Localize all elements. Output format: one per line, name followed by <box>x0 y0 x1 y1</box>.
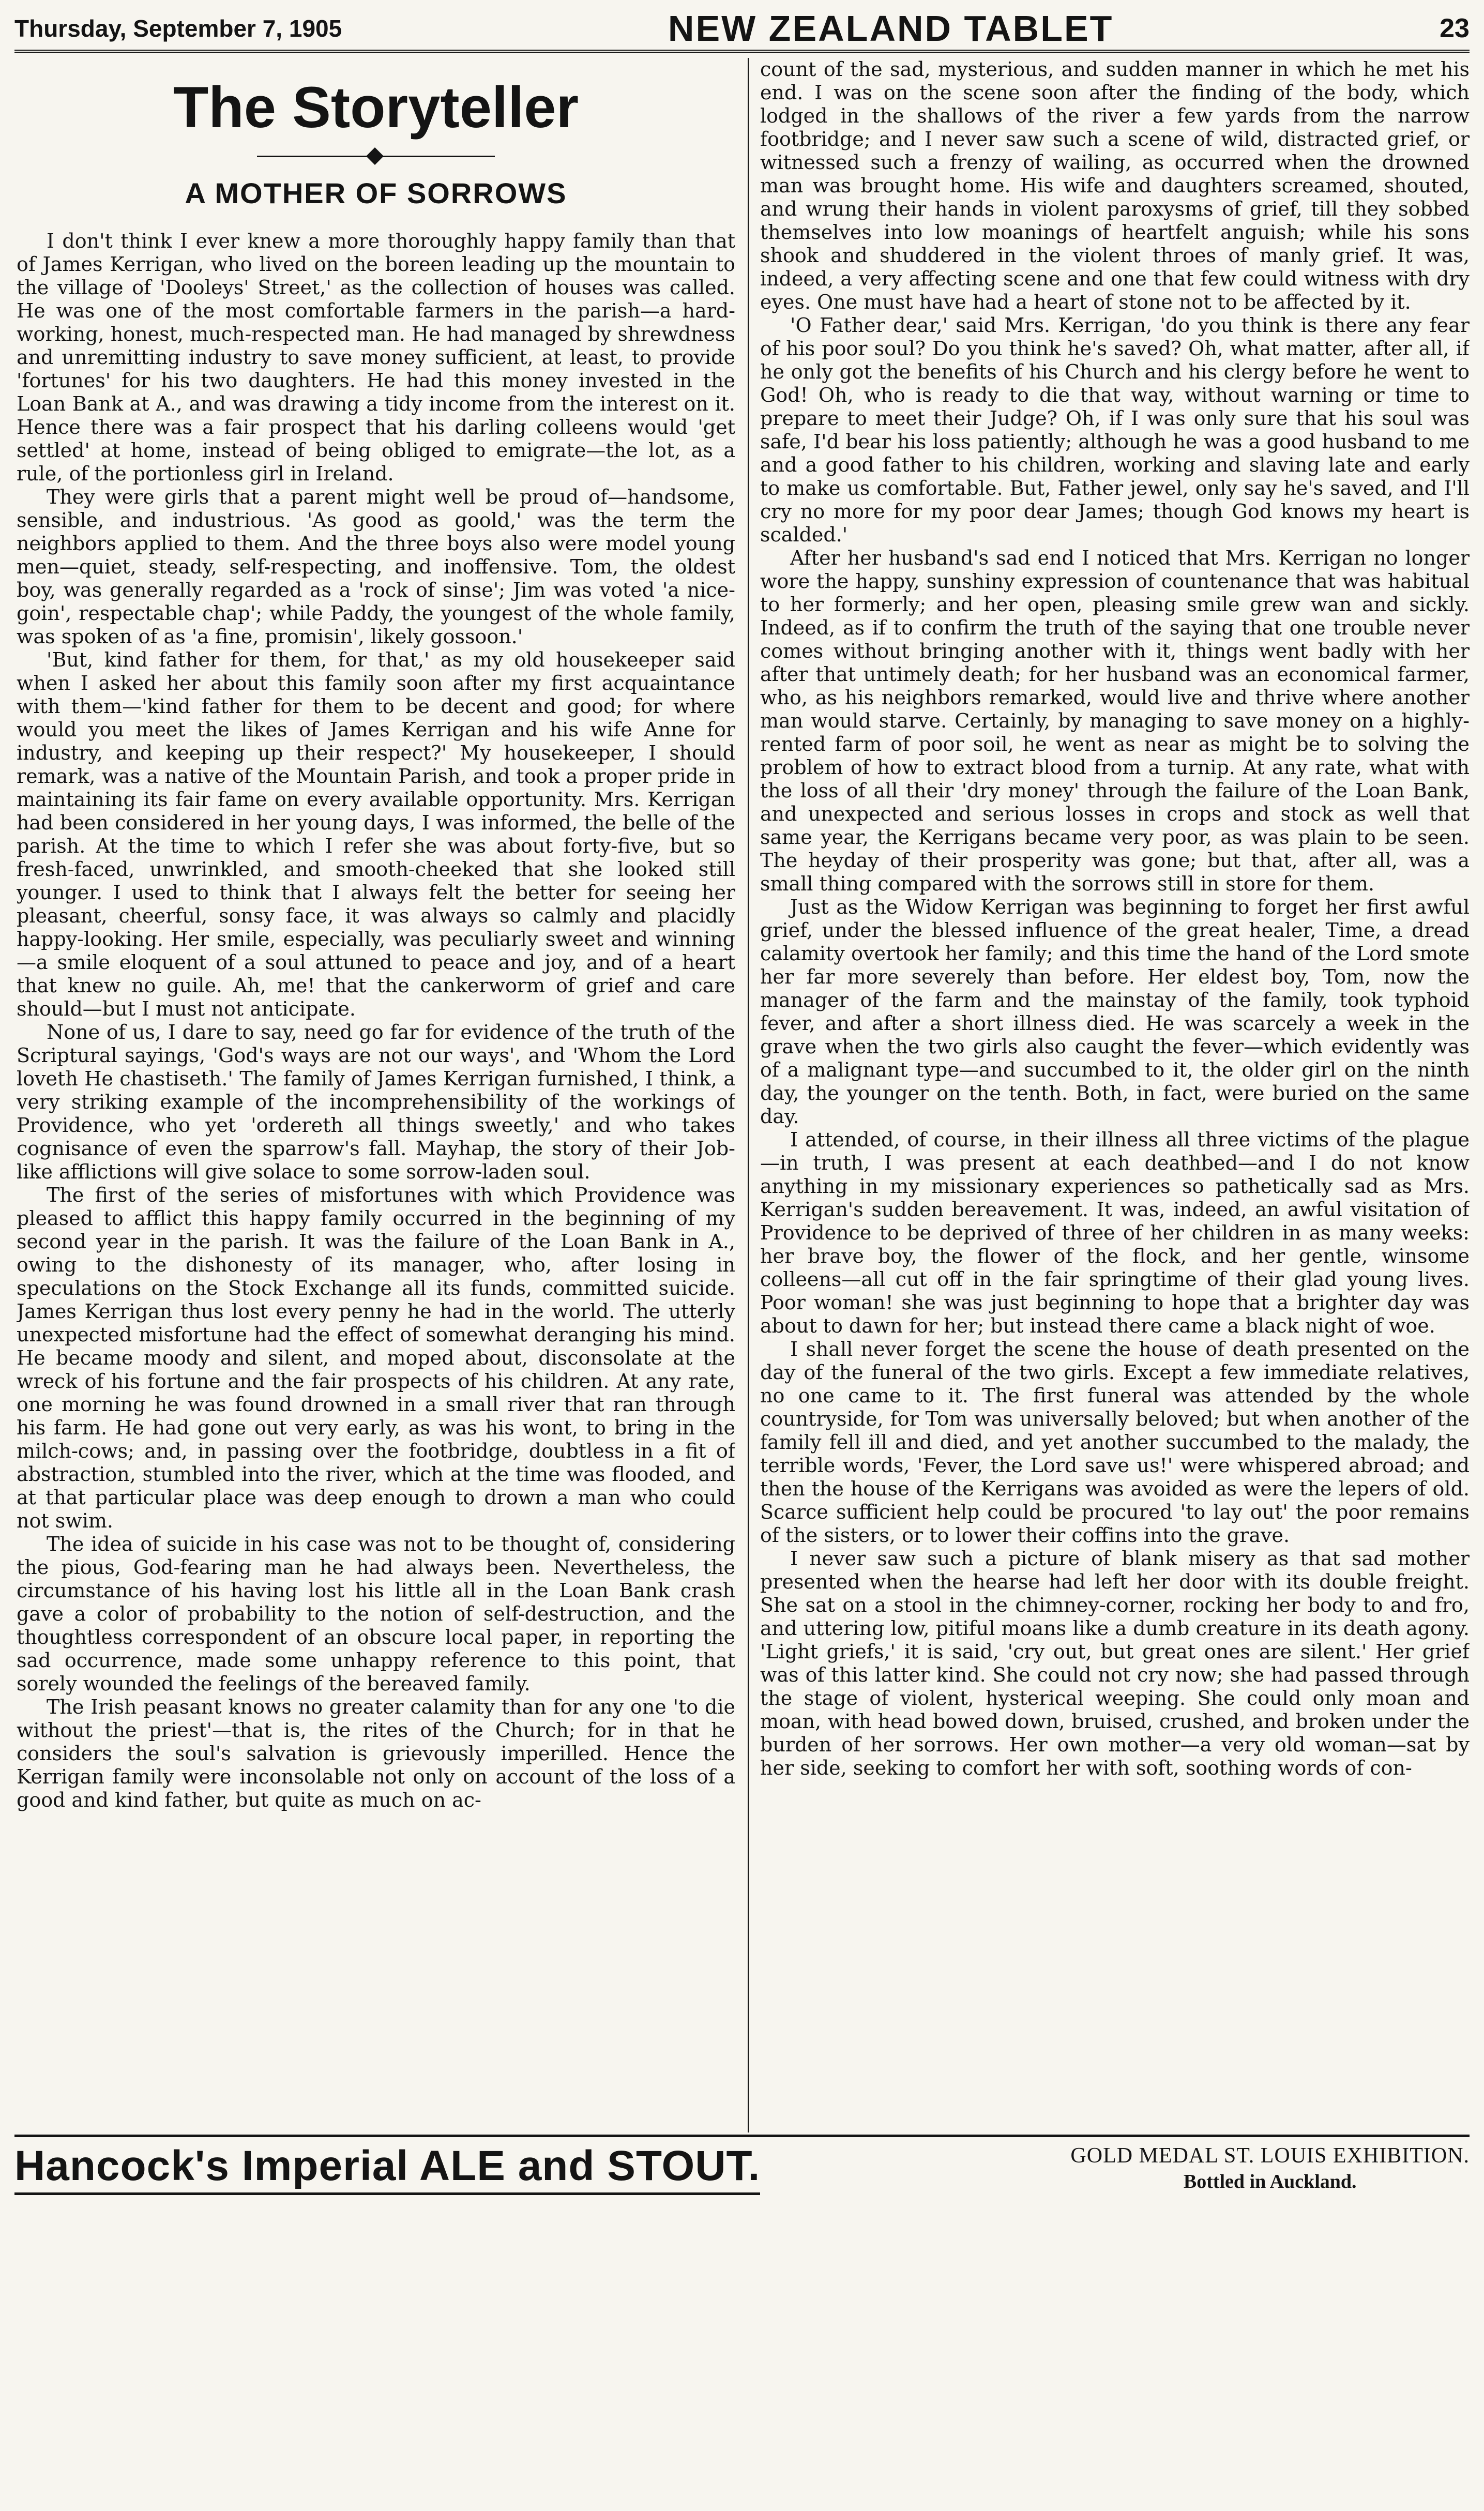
story-paragraph: Just as the Widow Kerrigan was beginning to forget her first awful grief, under the blessed influence of the great healer, Time, a dread calamity overtook her family; and this time the hand of the Lord smote her far more severely than before. Her eldest boy, Tom, now the manager of the farm and the mainstay of the family, took typhoid fever, and after a short illness died. He was scarcely a week in the grave when the two girls also caught the fever—which evidently was of a malignant type—and succumbed to it, the older girl on the ninth day, the younger on the tenth. Both, in fact, were buried on the same day. <box>760 896 1470 1128</box>
title-ornament <box>257 150 495 162</box>
issue-date: Thursday, September 7, 1905 <box>14 15 342 42</box>
right-column <box>760 58 1470 2131</box>
story-paragraph: The idea of suicide in his case was not to be thought of, considering the pious, God-fearing man he had always been. Nevertheless, the circumstance of his having lost his little all in the Loan Bank crash gave a color of probability to the notion of self-destruction, and the thoughtless correspondent of an obscure local paper, in reporting the sad occurrence, made some unhappy reference to this point, that sorely wounded the feelings of the bereaved family. <box>17 1533 735 1695</box>
advertisement-banner <box>14 2135 1470 2199</box>
story-title: A MOTHER OF SORROWS <box>185 177 567 209</box>
ad-bottled-text: Bottled in Auckland. <box>1183 2171 1357 2192</box>
diamond-ornament-icon <box>366 147 384 165</box>
ad-brand-name: Hancock's Imperial ALE and STOUT. <box>14 2142 760 2195</box>
masthead <box>14 7 1470 53</box>
page-number: 23 <box>1440 13 1470 43</box>
ad-details <box>1070 2143 1470 2193</box>
story-paragraph: 'But, kind father for them, for that,' as my old housekeeper said when I asked her about this family soon after my first acquaintance with them—'kind father for them to be decent and good; for where would you meet the likes of James Kerrigan and his wife Anne for industry, and keeping up their respect?' My housekeeper, I should remark, was a native of the Mountain Parish, and took a proper pride in maintaining its fair fame on every available opportunity. Mrs. Kerrigan had been considered in her young days, I was informed, the belle of the parish. At the time to which I refer she was about forty-five, but so fresh-faced, unwrinkled, and smooth-cheeked that she looked still younger. I used to think that I always felt the better for seeing her pleasant, cheerful, sonsy face, it was always so calmly and placidly happy-looking. Her smile, especially, was peculiarly sweet and winning—a smile eloquent of a soul attuned to peace and joy, and of a heart that knew no guile. Ah, me! that the cankerworm of grief and care should—but I must not anticipate. <box>17 648 735 1020</box>
column-divider <box>748 58 749 2132</box>
story-paragraph: They were girls that a parent might well be proud of—handsome, sensible, and industrious. 'As good as goold,' was the term the neighbors applied to them. And the three boys also were model young men—quiet, steady, self-respecting, and inoffensive. Tom, the oldest boy, was generally regarded as a 'rock of sinse'; Jim was voted 'a nice-goin', respectable chap'; while Paddy, the youngest of the whole family, was spoken of as 'a fine, promisin', likely gossoon.' <box>17 486 735 648</box>
story-paragraph: None of us, I dare to say, need go far for evidence of the truth of the Scriptural sayings, 'God's ways are not our ways', and 'Whom the Lord loveth He chastiseth.' The family of James Kerrigan furnished, I think, a very striking example of the incomprehensibility of the workings of Providence, who yet 'ordereth all things sweetly,' and who takes cognisance of even the sparrow's fall. Mayhap, the story of their Job-like afflictions will give solace to some sorrow-laden soul. <box>17 1021 735 1183</box>
story-paragraph: I don't think I ever knew a more thoroughly happy family than that of James Kerrigan, who lived on the boreen leading up the mountain to the village of 'Dooleys' Street,' as the collection of houses was called. He was one of the most comfortable farmers in the parish—a hard-working, honest, much-respected man. He had managed by shrewdness and unremitting industry to save money sufficient, at least, to provide 'fortunes' for his two daughters. He had this money invested in the Loan Bank at A., and was drawing a tidy income from the interest on it. Hence there was a fair prospect that his darling colleens would 'get settled' at home, instead of being obliged to emigrate—the lot, as a rule, of the portionless girl in Ireland. <box>17 230 735 485</box>
ad-medal-text: GOLD MEDAL ST. LOUIS EXHIBITION. <box>1070 2144 1470 2168</box>
story-paragraph: After her husband's sad end I noticed that Mrs. Kerrigan no longer wore the happy, sunshiny expression of countenance that was habitual to her formerly; and her open, pleasing smile grew wan and sickly. Indeed, as if to confirm the truth of the saying that one trouble never comes without bringing another with it, things went badly with her after that untimely death; for her husband was an economical farmer, who, as his neighbors remarked, would live and thrive where another man would starve. Certainly, by managing to save money on a highly-rented farm of poor soil, he went as near as might be to solving the problem of how to extract blood from a turnip. At any rate, what with the loss of all their 'dry money' through the failure of the Loan Bank, and unexpected and serious losses in crops and stock as well that same year, the Kerrigans became very poor, as was plain to be seen. The heyday of their prosperity was gone; but that, after all, was a small thing compared with the sorrows still in store for them. <box>760 547 1470 895</box>
story-paragraph-continued: count of the sad, mysterious, and sudden manner in which he met his end. I was on the scene soon after the finding of the body, which lodged in the shallows of the river a few yards from the narrow footbridge; and I never saw such a scene of wild, distracted grief, or witnessed such a frenzy of wailing, as occurred when the drowned man was brought home. His wife and daughters screamed, shouted, and wrung their hands in violent paroxysms of grief, till they sobbed themselves into low moanings of heartfelt anguish; while his sons shook and shuddered in the violent throes of manly grief. It was, indeed, a very affecting scene and one that few could witness with dry eyes. One must have had a heart of stone not to be affected by it. <box>760 58 1470 313</box>
story-paragraph: I never saw such a picture of blank misery as that sad mother presented when the hearse had left her door with its double freight. She sat on a stool in the chimney-corner, rocking her body to and fro, and uttering low, pitiful moans like a dumb creature in its death agony. 'Light griefs,' it is said, 'cry out, but great ones are silent.' Her grief was of this latter kind. She could not cry now; she had passed through the stage of violent, hysterical weeping. She could only moan and moan, with head bowed down, bruised, crushed, and broken under the burden of her sorrows. Her own mother—a very old woman—sat by her side, seeking to comfort her with soft, soothing words of con- <box>760 1547 1470 1779</box>
left-column <box>17 58 735 2131</box>
newspaper-title: NEW ZEALAND TABLET <box>668 8 1114 49</box>
story-paragraph: 'O Father dear,' said Mrs. Kerrigan, 'do you think is there any fear of his poor soul? Do you think he's saved? Oh, what matter, after all, if he only got the benefits of his Church and his clergy before he went to God! Oh, who is ready to die that way, without warning or time to prepare to meet their Judge? Oh, if I was only sure that his soul was safe, I'd bear his loss patiently; although he was a good husband to me and a good father to his children, working and slaving late and early to make us comfortable. But, Father jewel, only say he's saved, and I'll cry no more for my poor dear James; though God knows my heart is scalded.' <box>760 314 1470 546</box>
story-paragraph: The Irish peasant knows no greater calamity than for any one 'to die without the priest'—that is, the rites of the Church; for in that he considers the soul's salvation is grievously imperilled. Hence the Kerrigan family were inconsolable not only on account of the loss of a good and kind father, but quite as much on ac- <box>17 1696 735 1811</box>
story-paragraph: The first of the series of misfortunes with which Providence was pleased to afflict this happy family occurred in the beginning of my second year in the parish. It was the failure of the Loan Bank in A., owing to the dishonesty of its manager, who, after losing in speculations on the Stock Exchange all its funds, committed suicide. James Kerrigan thus lost every penny he had in the world. The utterly unexpected misfortune had the effect of somewhat deranging his mind. He became moody and silent, and moped about, disconsolate at the wreck of his fortune and the fair prospects of his children. At any rate, one morning he was found drowned in a small river that ran through his farm. He had gone out very early, as was his wont, to bring in the milch-cows; and, in passing over the footbridge, doubtless in a fit of abstraction, stumbled into the river, which at the time was flooded, and at that particular place was deep enough to drown a man who could not swim. <box>17 1184 735 1532</box>
section-title: The Storyteller <box>173 75 579 140</box>
story-paragraph: I shall never forget the scene the house of death presented on the day of the funeral of the two girls. Except a few immediate relatives, no one came to it. The first funeral was attended by the whole countryside, for Tom was universally beloved; but when another of the family fell ill and died, and yet another succumbed to the malady, the terrible words, 'Fever, the Lord save us!' were whispered abroad; and then the house of the Kerrigans was avoided as were the lepers of old. Scarce sufficient help could be procured 'to lay out' the poor remains of the sisters, or to lower their coffins into the grave. <box>760 1338 1470 1547</box>
story-paragraph: I attended, of course, in their illness all three victims of the plague—in truth, I was present at each deathbed—and I do not know anything in my missionary experiences so pathetically sad as Mrs. Kerrigan's sudden bereavement. It was, indeed, an awful visitation of Providence to be deprived of three of her children in as many weeks: her brave boy, the flower of the flock, and her gentle, winsome colleens—all cut off in the fair springtime of their glad young lives. Poor woman! she was just beginning to hope that a brighter day was about to dawn for her; but instead there came a black night of woe. <box>760 1128 1470 1337</box>
